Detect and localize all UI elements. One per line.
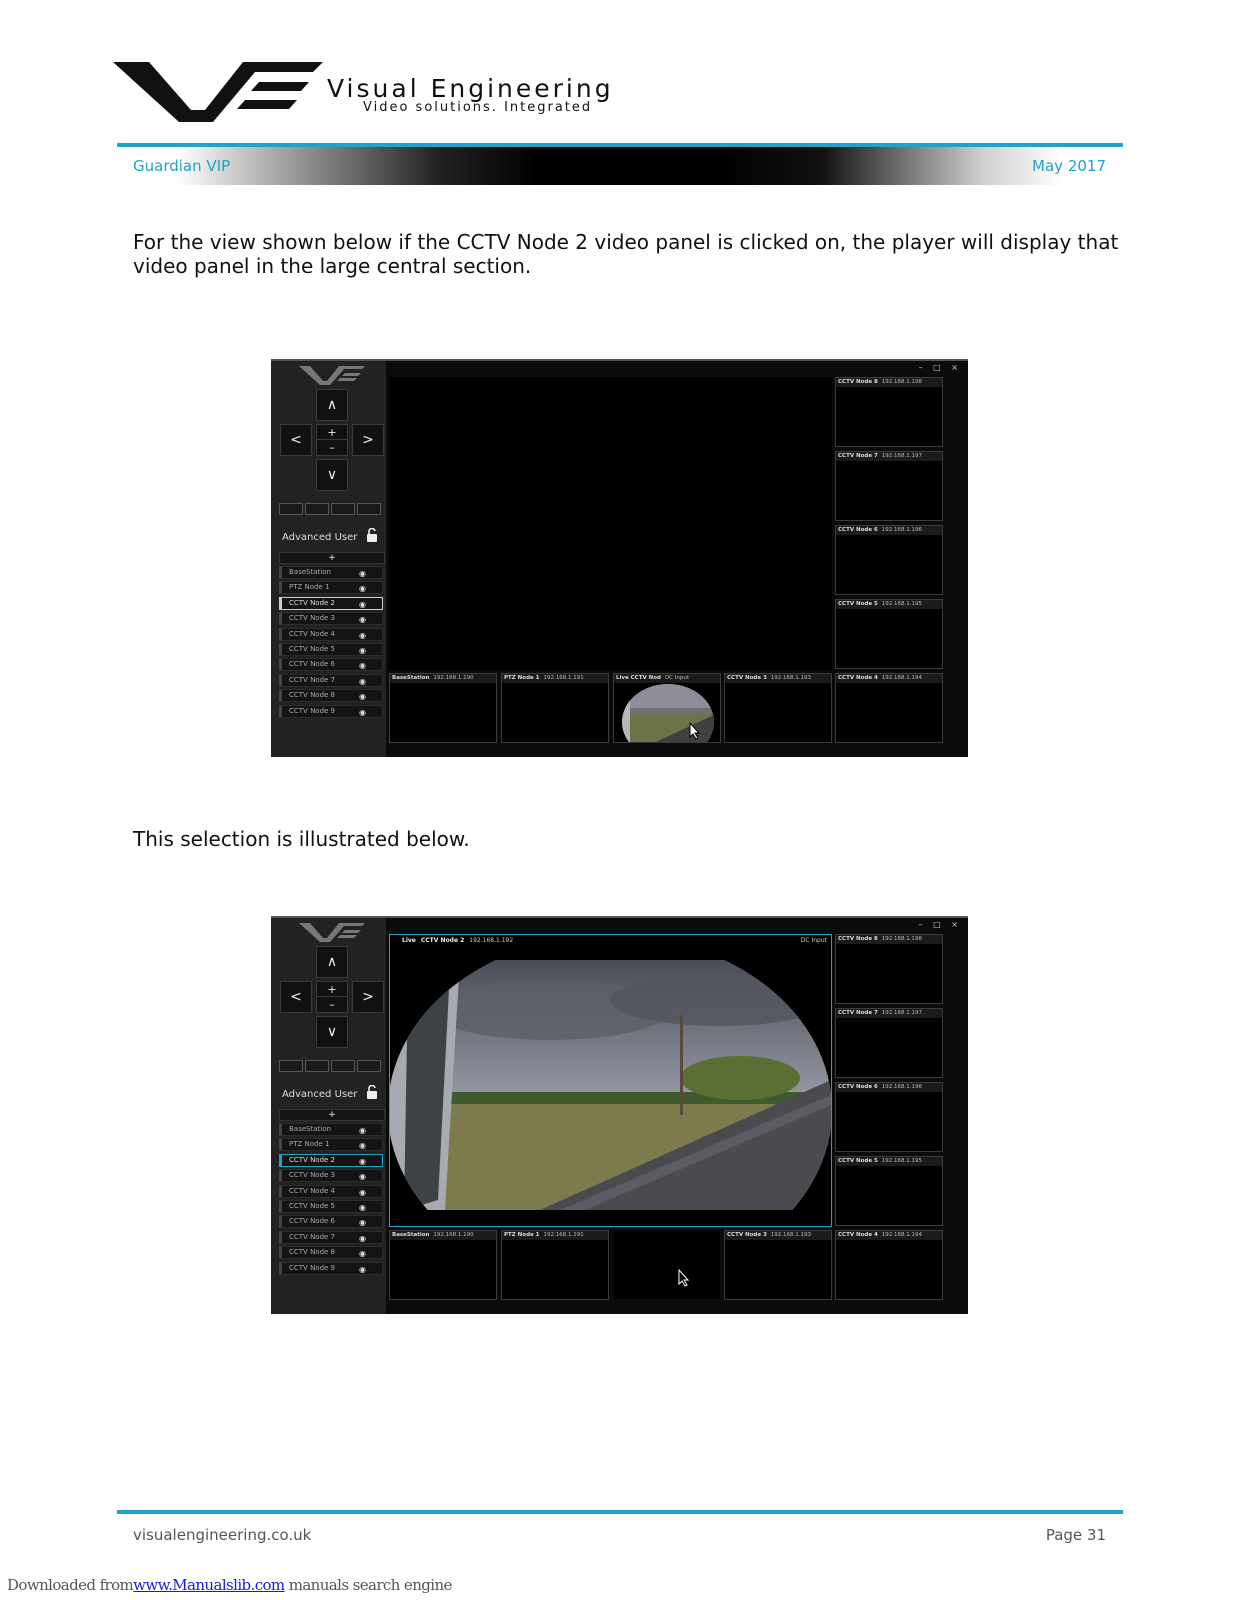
eye-icon[interactable]: ◉ [359, 1264, 366, 1274]
document-date: May 2017 [1032, 157, 1106, 175]
eye-icon[interactable]: ◉ [359, 615, 366, 625]
node-item-cctv-node-2[interactable] [279, 597, 383, 610]
tile-caption: CCTV Node 6 192.168.1.196 [836, 1083, 942, 1092]
tile-basestation[interactable] [389, 1230, 497, 1300]
tile-caption: CCTV Node 7 192.168.1.197 [836, 1009, 942, 1018]
node-item-ptz-node-1[interactable] [279, 581, 383, 594]
pan-up-button[interactable]: ∧ [316, 946, 348, 978]
eye-icon[interactable]: ◉ [359, 584, 366, 594]
header-band [117, 147, 1123, 185]
eye-icon[interactable]: ◉ [359, 1249, 366, 1259]
app-logo [299, 365, 365, 387]
node-label: PTZ Node 1 [289, 1140, 330, 1149]
node-item-cctv-node-9[interactable] [279, 1262, 383, 1275]
layout-grid-button[interactable] [279, 1060, 303, 1072]
mouse-cursor-icon [689, 722, 701, 740]
node-item-basestation[interactable] [279, 566, 383, 579]
eye-icon[interactable]: ◉ [359, 645, 366, 655]
control-sidebar [271, 361, 386, 757]
node-label: CCTV Node 7 [289, 1232, 336, 1241]
tile-cctv-node-2[interactable] [613, 673, 721, 743]
node-item-cctv-node-8[interactable] [279, 689, 383, 702]
tile-cctv-node-7[interactable] [835, 451, 943, 521]
node-label: CCTV Node 7 [289, 675, 336, 684]
eye-icon[interactable]: ◉ [359, 569, 366, 578]
tile-cctv-node-4[interactable] [835, 673, 943, 743]
download-prefix: Downloaded from [7, 1576, 134, 1594]
layout-focus-button[interactable] [305, 503, 329, 515]
pan-up-button[interactable]: ∧ [316, 389, 348, 421]
tile-caption: PTZ Node 1 192.168.1.191 [502, 1231, 608, 1240]
node-label: CCTV Node 4 [289, 629, 336, 638]
window-controls[interactable]: – □ × [918, 363, 962, 372]
tile-caption: CCTV Node 6 192.168.1.196 [836, 526, 942, 535]
add-node-button[interactable]: + [279, 1109, 385, 1121]
download-suffix: manuals search engine [284, 1576, 452, 1594]
zoom-out-button[interactable]: – [316, 996, 348, 1013]
page-number: Page 31 [1045, 1526, 1106, 1544]
layout-grid-button[interactable] [279, 503, 303, 515]
eye-icon[interactable]: ◉ [359, 1187, 366, 1197]
eye-icon[interactable]: ◉ [359, 707, 366, 717]
tile-cctv-node-3[interactable] [724, 673, 832, 743]
tile-caption: PTZ Node 1 192.168.1.191 [502, 674, 608, 683]
node-item-cctv-node-5[interactable] [279, 643, 383, 656]
tile-cctv-node-6[interactable] [835, 1082, 943, 1152]
player-screenshot-after [271, 916, 968, 1314]
tile-caption: CCTV Node 8 192.168.1.198 [836, 935, 942, 944]
eye-icon[interactable]: ◉ [359, 1233, 366, 1243]
tile-caption: CCTV Node 4 192.168.1.194 [836, 1231, 942, 1240]
layout-single-button[interactable] [357, 1060, 381, 1072]
tile-cctv-node-6[interactable] [835, 525, 943, 595]
main-view-caption: Live CCTV Node 2 192.168.1.192 [402, 937, 514, 944]
tile-cctv-node-7[interactable] [835, 1008, 943, 1078]
node-item-cctv-node-2[interactable] [279, 1154, 383, 1167]
node-item-cctv-node-7[interactable] [279, 674, 383, 687]
pan-right-button[interactable]: > [352, 424, 384, 456]
node-label: CCTV Node 4 [289, 1186, 336, 1195]
node-label: CCTV Node 6 [289, 1217, 336, 1226]
cctv-node-2-thumbnail [616, 684, 720, 742]
mouse-cursor-icon [678, 1269, 690, 1287]
node-list [279, 1123, 383, 1277]
zoom-in-button[interactable]: + [316, 424, 348, 441]
eye-icon[interactable]: ◉ [359, 676, 366, 686]
node-item-cctv-node-4[interactable] [279, 1185, 383, 1198]
pan-down-button[interactable]: ∨ [316, 459, 348, 491]
node-label: CCTV Node 3 [289, 1171, 336, 1180]
tile-caption: CCTV Node 8 192.168.1.198 [836, 378, 942, 387]
tile-ptz-node-1[interactable] [501, 1230, 609, 1300]
download-note [7, 1576, 452, 1594]
node-item-cctv-node-7[interactable] [279, 1231, 383, 1244]
pan-left-button[interactable]: < [280, 981, 312, 1013]
unlock-icon[interactable] [366, 1085, 378, 1099]
node-item-cctv-node-6[interactable] [279, 658, 383, 671]
tile-caption: CCTV Node 5 192.168.1.195 [836, 600, 942, 609]
brand-tagline: Video solutions. Integrated [363, 100, 593, 115]
main-video-view[interactable] [389, 377, 832, 670]
visual-engineering-logo [113, 58, 323, 128]
dc-input-indicator: DC Input [800, 937, 827, 944]
control-sidebar [271, 918, 386, 1314]
node-label: CCTV Node 8 [289, 1248, 336, 1257]
layout-single-button[interactable] [357, 503, 381, 515]
tile-caption: CCTV Node 3 192.168.1.193 [725, 674, 831, 683]
node-item-cctv-node-3[interactable] [279, 1169, 383, 1182]
node-label: CCTV Node 6 [289, 660, 336, 669]
layout-selector [279, 503, 381, 515]
layout-focus-button[interactable] [305, 1060, 329, 1072]
pan-down-button[interactable]: ∨ [316, 1016, 348, 1048]
layout-selector [279, 1060, 381, 1072]
node-label: CCTV Node 5 [289, 644, 336, 653]
layout-quad-button[interactable] [331, 1060, 355, 1072]
eye-icon[interactable]: ◉ [359, 1172, 366, 1182]
footer-rule [117, 1510, 1123, 1514]
brand-title: Visual Engineering [327, 74, 614, 103]
player-screenshot-before [271, 359, 968, 757]
main-video-view[interactable] [389, 934, 832, 1227]
node-label: CCTV Node 8 [289, 691, 336, 700]
tile-caption: BaseStation 192.168.1.190 [390, 674, 496, 683]
node-label: CCTV Node 2 [289, 598, 336, 607]
eye-icon[interactable]: ◉ [359, 1202, 366, 1212]
node-label: BaseStation [289, 1125, 331, 1133]
advanced-user-label: Advanced User [282, 532, 358, 543]
tile-cctv-node-8[interactable] [835, 377, 943, 447]
node-item-cctv-node-3[interactable] [279, 612, 383, 625]
node-label: CCTV Node 9 [289, 706, 336, 715]
pan-right-button[interactable]: > [352, 981, 384, 1013]
eye-icon[interactable]: ◉ [359, 1156, 366, 1166]
tile-basestation[interactable] [389, 673, 497, 743]
eye-icon[interactable]: ◉ [359, 661, 366, 671]
app-logo [299, 922, 365, 944]
tile-caption: CCTV Node 7 192.168.1.197 [836, 452, 942, 461]
eye-icon[interactable]: ◉ [359, 692, 366, 702]
tile-caption: BaseStation 192.168.1.190 [390, 1231, 496, 1240]
zoom-in-button[interactable]: + [316, 981, 348, 998]
node-item-cctv-node-6[interactable] [279, 1215, 383, 1228]
eye-icon[interactable]: ◉ [359, 1141, 366, 1151]
node-item-cctv-node-5[interactable] [279, 1200, 383, 1213]
window-controls[interactable]: – □ × [918, 920, 962, 929]
tile-cctv-node-8[interactable] [835, 934, 943, 1004]
tile-cctv-node-5[interactable] [835, 1156, 943, 1226]
tile-ptz-node-1[interactable] [501, 673, 609, 743]
zoom-out-button[interactable]: – [316, 439, 348, 456]
layout-quad-button[interactable] [331, 503, 355, 515]
tile-caption: CCTV Node 3 192.168.1.193 [725, 1231, 831, 1240]
node-label: CCTV Node 3 [289, 614, 336, 623]
node-item-basestation[interactable] [279, 1123, 383, 1136]
add-node-button[interactable]: + [279, 552, 385, 564]
body-paragraph-1: For the view shown below if the CCTV Node 2 video panel is clicked on, the player will display that video panel in the large central section. [133, 230, 1119, 278]
pan-left-button[interactable]: < [280, 424, 312, 456]
eye-icon[interactable]: ◉ [359, 599, 366, 609]
footer-website: visualengineering.co.uk [133, 1526, 312, 1544]
node-list [279, 566, 383, 720]
node-label: CCTV Node 5 [289, 1201, 336, 1210]
unlock-icon[interactable] [366, 528, 378, 542]
eye-icon[interactable]: ◉ [359, 1126, 366, 1135]
eye-icon[interactable]: ◉ [359, 1218, 366, 1228]
cctv-node-2-live-video [390, 960, 831, 1210]
node-label: CCTV Node 2 [289, 1155, 336, 1164]
node-item-cctv-node-4[interactable] [279, 628, 383, 641]
tile-empty-slot[interactable] [613, 1230, 721, 1300]
document-name: Guardian VIP [133, 157, 231, 175]
node-label: BaseStation [289, 568, 331, 576]
eye-icon[interactable]: ◉ [359, 630, 366, 640]
advanced-user-label: Advanced User [282, 1089, 358, 1100]
manualslib-link[interactable]: www.Manualslib.com [133, 1576, 285, 1594]
tile-cctv-node-5[interactable] [835, 599, 943, 669]
node-item-cctv-node-8[interactable] [279, 1246, 383, 1259]
tile-caption: CCTV Node 5 192.168.1.195 [836, 1157, 942, 1166]
tile-caption: Live CCTV Nod DC Input [614, 674, 720, 683]
body-paragraph-2: This selection is illustrated below. [133, 827, 470, 851]
tile-cctv-node-3[interactable] [724, 1230, 832, 1300]
tile-cctv-node-4[interactable] [835, 1230, 943, 1300]
node-label: PTZ Node 1 [289, 583, 330, 592]
node-item-ptz-node-1[interactable] [279, 1138, 383, 1151]
node-item-cctv-node-9[interactable] [279, 705, 383, 718]
tile-caption: CCTV Node 4 192.168.1.194 [836, 674, 942, 683]
node-label: CCTV Node 9 [289, 1263, 336, 1272]
